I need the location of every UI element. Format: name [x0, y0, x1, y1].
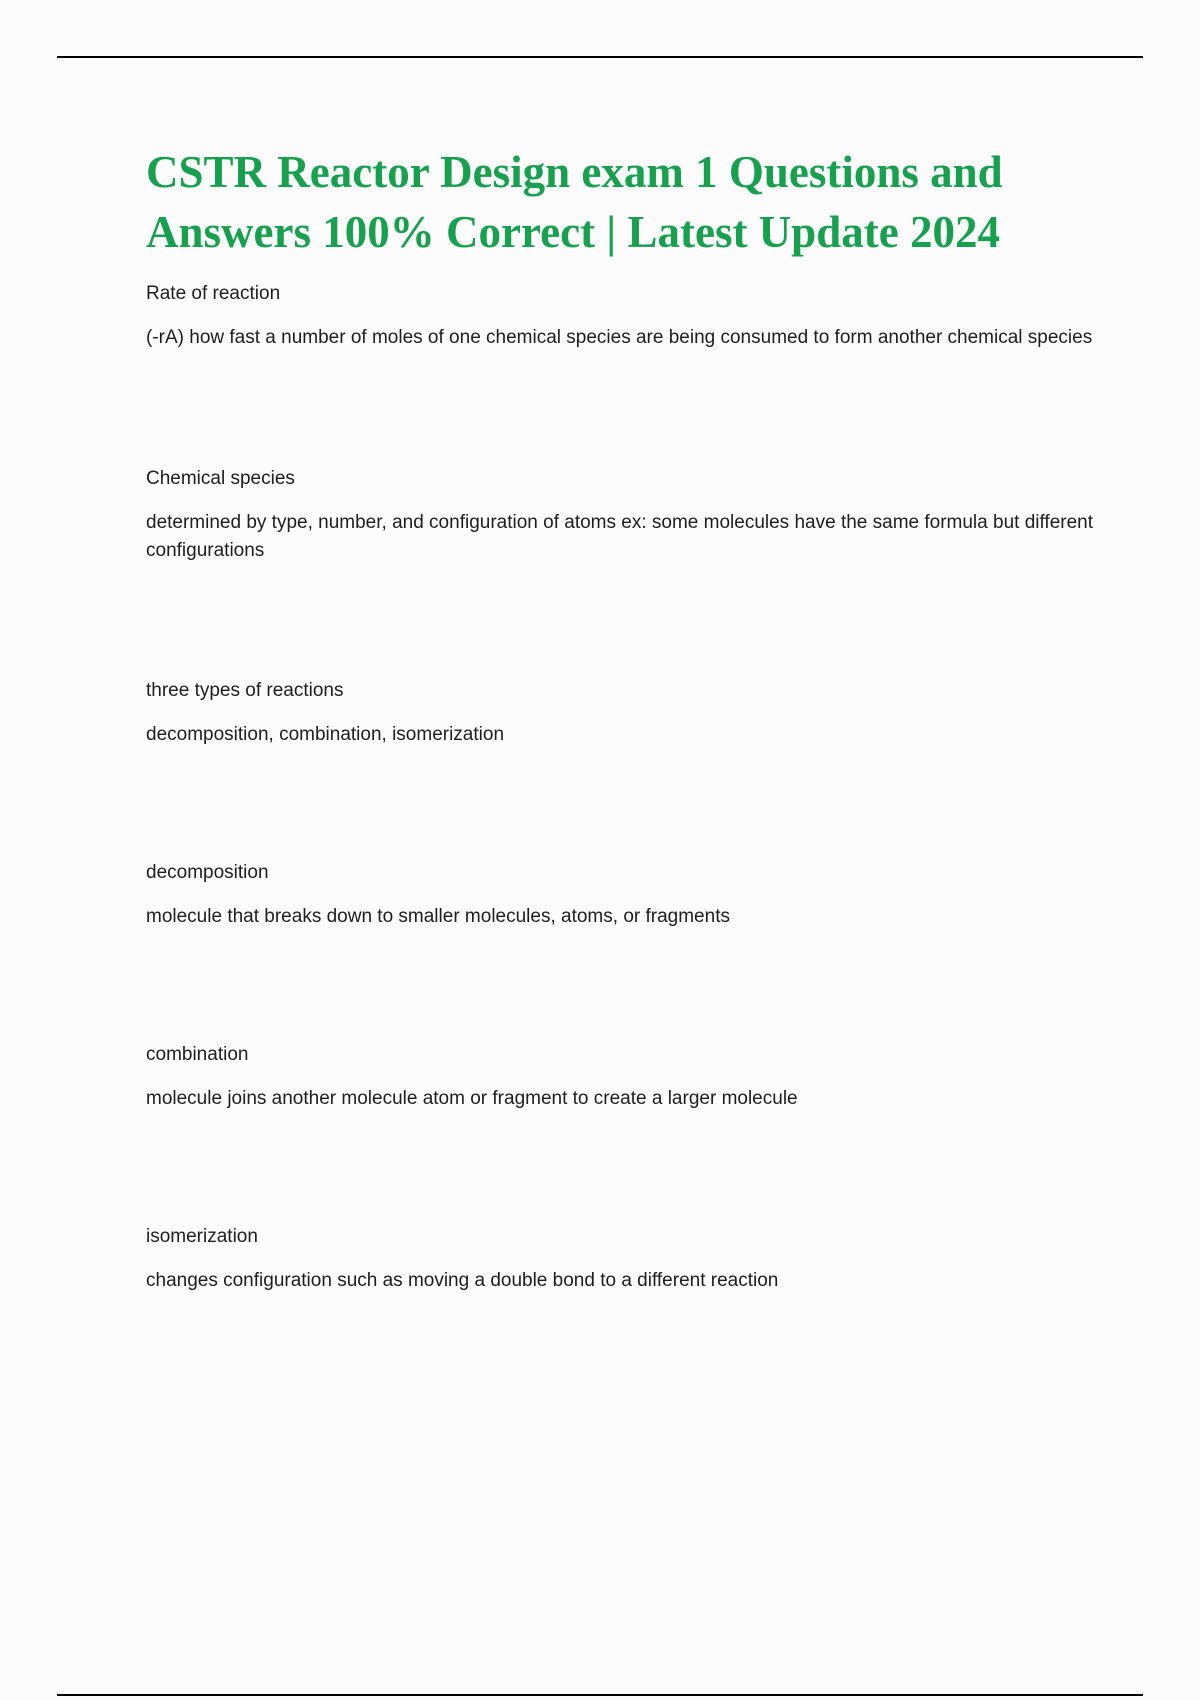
header-rule	[57, 56, 1143, 58]
question-term: Rate of reaction	[146, 283, 281, 304]
question-term: three types of reactions	[146, 680, 344, 701]
question-term: decomposition	[146, 862, 269, 883]
qa-item	[146, 465, 1096, 565]
qa-item	[146, 859, 1096, 931]
footer-rule	[57, 1694, 1143, 1696]
answer-definition: determined by type, number, and configuration of atoms ex: some molecules have the same formula but different configurations	[146, 512, 1094, 561]
answer-definition: molecule joins another molecule atom or fragment to create a larger molecule	[146, 1088, 798, 1109]
answer-definition: (-rA) how fast a number of moles of one chemical species are being consumed to form another chemical species	[146, 327, 1093, 348]
answer-definition: decomposition, combination, isomerization	[146, 724, 505, 745]
qa-item	[146, 1041, 1096, 1113]
qa-item	[146, 1223, 1096, 1295]
qa-item	[146, 280, 1096, 352]
document-content	[146, 142, 1096, 1295]
question-term: combination	[146, 1044, 249, 1065]
document-title: CSTR Reactor Design exam 1 Questions and Answers 100% Correct | Latest Update 2024	[146, 147, 1003, 257]
question-term: isomerization	[146, 1226, 258, 1247]
question-term: Chemical species	[146, 468, 295, 489]
answer-definition: molecule that breaks down to smaller molecules, atoms, or fragments	[146, 906, 730, 927]
qa-item	[146, 677, 1096, 749]
answer-definition: changes configuration such as moving a double bond to a different reaction	[146, 1270, 779, 1291]
